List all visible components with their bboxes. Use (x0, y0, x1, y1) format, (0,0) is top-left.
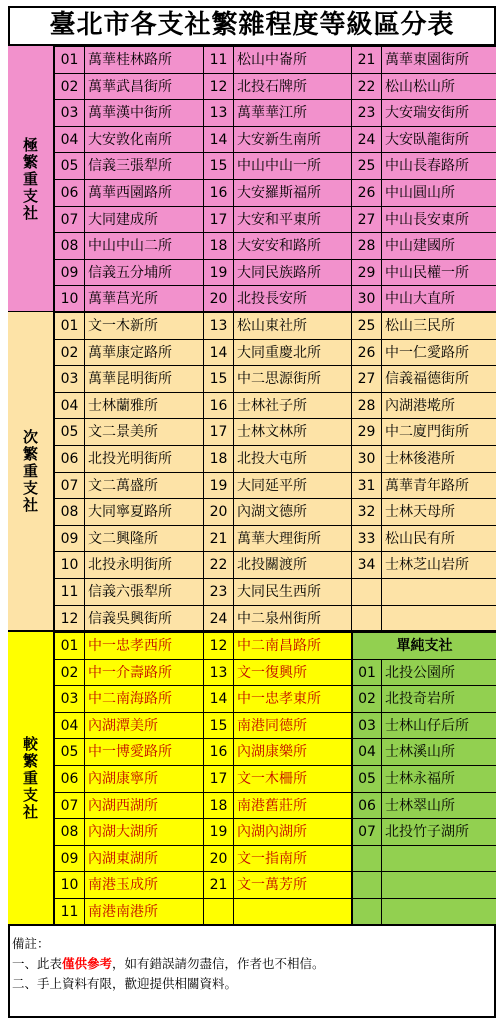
entry-number: 06 (54, 179, 84, 206)
entry-number: 17 (203, 765, 233, 792)
entry-name: 內湖康寧所 (84, 765, 203, 792)
section-divider (8, 924, 496, 926)
entry-name: 信義福德街所 (381, 365, 496, 392)
notes-heading: 備註： (12, 936, 50, 951)
entry-name: 大安敦化南所 (84, 126, 203, 153)
entry-number: 21 (203, 525, 233, 552)
entry-number: 21 (351, 46, 381, 73)
entry-name: 中山建國所 (381, 232, 496, 259)
entry-number: 20 (203, 498, 233, 525)
entry-name: 文二萬盛所 (84, 472, 203, 499)
entry-name: 士林芝山岩所 (381, 551, 496, 578)
entry-name: 松山東社所 (233, 312, 351, 339)
section-label: 次繁重支社 (8, 312, 54, 631)
entry-name: 大安和平東所 (233, 206, 351, 233)
entry-name: 萬華大理街所 (233, 525, 351, 552)
entry-name: 內湖東湖所 (84, 845, 203, 872)
entry-number: 20 (203, 285, 233, 312)
entry-name: 中山中山一所 (233, 152, 351, 179)
entry-number: 10 (54, 551, 84, 578)
entry-number (203, 898, 233, 925)
entry-name: 中山圓山所 (381, 179, 496, 206)
entry-number: 11 (54, 578, 84, 605)
entry-name: 南港同德所 (233, 712, 351, 739)
entry-number: 09 (54, 259, 84, 286)
entry-number: 06 (54, 445, 84, 472)
entry-number: 27 (351, 365, 381, 392)
single-number: 02 (351, 685, 381, 712)
entry-number: 19 (203, 472, 233, 499)
entry-number: 02 (54, 339, 84, 366)
entry-number: 15 (203, 152, 233, 179)
entry-number: 25 (351, 312, 381, 339)
entry-name: 內湖港墘所 (381, 392, 496, 419)
entry-number: 09 (54, 845, 84, 872)
entry-name: 中一博愛路所 (84, 738, 203, 765)
single-name: 北投竹子湖所 (381, 818, 496, 845)
single-number: 03 (351, 712, 381, 739)
entry-name: 文一木柵所 (233, 765, 351, 792)
entry-name: 信義六張犁所 (84, 578, 203, 605)
entry-name: 北投長安所 (233, 285, 351, 312)
entry-number: 27 (351, 206, 381, 233)
entry-name: 大同重慶北所 (233, 339, 351, 366)
entry-number (351, 578, 381, 605)
single-number: 04 (351, 738, 381, 765)
single-header: 單純支社 (351, 632, 496, 659)
single-name (381, 845, 496, 872)
entry-name: 萬華昆明街所 (84, 365, 203, 392)
entry-number: 23 (203, 578, 233, 605)
entry-name: 北投石牌所 (233, 73, 351, 100)
single-number: 06 (351, 792, 381, 819)
entry-name: 中山中山二所 (84, 232, 203, 259)
entry-name: 萬華華江所 (233, 99, 351, 126)
single-number (351, 845, 381, 872)
entry-number: 10 (54, 285, 84, 312)
entry-name: 大安羅斯福所 (233, 179, 351, 206)
entry-number: 16 (203, 392, 233, 419)
entry-name: 南港玉成所 (84, 871, 203, 898)
entry-name: 北投永明街所 (84, 551, 203, 578)
entry-name: 萬華康定路所 (84, 339, 203, 366)
entry-number: 04 (54, 392, 84, 419)
entry-name: 信義吳興街所 (84, 605, 203, 632)
entry-name (233, 898, 351, 925)
entry-name: 文一萬芳所 (233, 871, 351, 898)
entry-number: 06 (54, 765, 84, 792)
entry-number: 26 (351, 179, 381, 206)
entry-number: 05 (54, 738, 84, 765)
entry-number: 18 (203, 792, 233, 819)
entry-name: 中山民權一所 (381, 259, 496, 286)
single-name: 北投奇岩所 (381, 685, 496, 712)
section-label: 較繁重支社 (8, 632, 54, 925)
entry-number: 31 (351, 472, 381, 499)
entry-number: 24 (351, 126, 381, 153)
single-name (381, 898, 496, 925)
entry-name: 文二景美所 (84, 418, 203, 445)
single-name: 士林溪山所 (381, 738, 496, 765)
entry-number: 14 (203, 685, 233, 712)
entry-name: 內湖文德所 (233, 498, 351, 525)
entry-number: 23 (351, 99, 381, 126)
entry-number: 28 (351, 392, 381, 419)
entry-number: 03 (54, 99, 84, 126)
entry-number: 13 (203, 99, 233, 126)
note-line-2: 二、手上資料有限，歡迎提供相關資料。 (12, 976, 238, 991)
entry-name: 大安安和路所 (233, 232, 351, 259)
entry-number: 32 (351, 498, 381, 525)
entry-number: 22 (351, 73, 381, 100)
entry-number: 12 (203, 632, 233, 659)
entry-name: 大同延平所 (233, 472, 351, 499)
single-name (381, 871, 496, 898)
entry-number: 02 (54, 73, 84, 100)
entry-number: 07 (54, 472, 84, 499)
entry-number: 30 (351, 445, 381, 472)
single-name: 士林翠山所 (381, 792, 496, 819)
entry-name: 南港舊莊所 (233, 792, 351, 819)
single-name: 士林永福所 (381, 765, 496, 792)
entry-name: 大同寧夏路所 (84, 498, 203, 525)
entry-number: 20 (203, 845, 233, 872)
entry-number: 01 (54, 312, 84, 339)
entry-number: 14 (203, 339, 233, 366)
single-number (351, 871, 381, 898)
entry-number: 29 (351, 259, 381, 286)
single-number: 05 (351, 765, 381, 792)
entry-number: 34 (351, 551, 381, 578)
entry-number: 22 (203, 551, 233, 578)
entry-number: 30 (351, 285, 381, 312)
entry-name: 北投光明街所 (84, 445, 203, 472)
section-label: 極繁重支社 (8, 46, 54, 312)
entry-number: 25 (351, 152, 381, 179)
entry-number: 21 (203, 871, 233, 898)
entry-name: 大安瑞安街所 (381, 99, 496, 126)
entry-number: 16 (203, 738, 233, 765)
entry-name: 中山長安東所 (381, 206, 496, 233)
entry-number: 11 (54, 898, 84, 925)
entry-name: 中山長春路所 (381, 152, 496, 179)
entry-number: 09 (54, 525, 84, 552)
entry-name: 萬華東園街所 (381, 46, 496, 73)
entry-number: 24 (203, 605, 233, 632)
entry-number: 03 (54, 685, 84, 712)
entry-name: 萬華漢中街所 (84, 99, 203, 126)
entry-name: 文一木新所 (84, 312, 203, 339)
entry-number: 01 (54, 46, 84, 73)
entry-name: 大同民生西所 (233, 578, 351, 605)
single-name: 北投公園所 (381, 659, 496, 686)
entry-number: 18 (203, 232, 233, 259)
entry-name: 士林天母所 (381, 498, 496, 525)
entry-number: 33 (351, 525, 381, 552)
entry-number: 12 (54, 605, 84, 632)
entry-number: 10 (54, 871, 84, 898)
entry-name (381, 578, 496, 605)
entry-number: 19 (203, 259, 233, 286)
entry-name: 中山大直所 (381, 285, 496, 312)
entry-number: 02 (54, 659, 84, 686)
notes-block (12, 934, 492, 994)
entry-name: 中二泉州街所 (233, 605, 351, 632)
entry-name: 內湖西湖所 (84, 792, 203, 819)
entry-name: 松山民有所 (381, 525, 496, 552)
entry-number: 08 (54, 498, 84, 525)
note-1-prefix: 一、此表 (12, 956, 63, 971)
note-1-highlight: 僅供參考 (62, 956, 113, 971)
entry-name: 內湖康樂所 (233, 738, 351, 765)
entry-name: 士林蘭雅所 (84, 392, 203, 419)
single-number: 01 (351, 659, 381, 686)
entry-number: 04 (54, 126, 84, 153)
entry-number: 13 (203, 312, 233, 339)
entry-name: 北投大屯所 (233, 445, 351, 472)
single-number: 07 (351, 818, 381, 845)
entry-name: 南港南港所 (84, 898, 203, 925)
entry-number: 18 (203, 445, 233, 472)
single-number (351, 898, 381, 925)
entry-name: 中二南昌路所 (233, 632, 351, 659)
entry-name: 大安新生南所 (233, 126, 351, 153)
entry-name: 內湖內湖所 (233, 818, 351, 845)
entry-name: 松山松山所 (381, 73, 496, 100)
entry-number: 17 (203, 206, 233, 233)
entry-number: 03 (54, 365, 84, 392)
entry-number: 13 (203, 659, 233, 686)
note-line-1 (12, 954, 492, 974)
entry-name: 士林後港所 (381, 445, 496, 472)
entry-number (351, 605, 381, 632)
entry-name: 萬華桂林路所 (84, 46, 203, 73)
entry-number: 07 (54, 792, 84, 819)
entry-name: 大同建成所 (84, 206, 203, 233)
entry-name: 文二興隆所 (84, 525, 203, 552)
entry-number: 26 (351, 339, 381, 366)
entry-number: 14 (203, 126, 233, 153)
entry-name: 內湖大湖所 (84, 818, 203, 845)
entry-name: 中二南海路所 (84, 685, 203, 712)
entry-number: 01 (54, 632, 84, 659)
entry-name: 中一介壽路所 (84, 659, 203, 686)
entry-name: 中二廈門街所 (381, 418, 496, 445)
entry-name: 信義三張犁所 (84, 152, 203, 179)
entry-number: 19 (203, 818, 233, 845)
entry-name: 士林文林所 (233, 418, 351, 445)
entry-name: 大同民族路所 (233, 259, 351, 286)
entry-name: 北投關渡所 (233, 551, 351, 578)
entry-name: 士林社子所 (233, 392, 351, 419)
entry-name: 中一仁愛路所 (381, 339, 496, 366)
entry-name: 中一忠孝西所 (84, 632, 203, 659)
entry-name: 文一復興所 (233, 659, 351, 686)
entry-name: 文一指南所 (233, 845, 351, 872)
entry-name: 松山中崙所 (233, 46, 351, 73)
entry-number: 08 (54, 232, 84, 259)
entry-name: 萬華西園路所 (84, 179, 203, 206)
note-1-suffix: ，如有錯誤請勿盡信，作者也不相信。 (112, 956, 325, 971)
entry-number: 11 (203, 46, 233, 73)
entry-name: 大安臥龍街所 (381, 126, 496, 153)
entry-name: 信義五分埔所 (84, 259, 203, 286)
entry-number: 08 (54, 818, 84, 845)
entry-name (381, 605, 496, 632)
entry-number: 15 (203, 365, 233, 392)
page-title: 臺北市各支社繁雜程度等級區分表 (8, 6, 496, 46)
entry-name: 中一忠孝東所 (233, 685, 351, 712)
entry-number: 17 (203, 418, 233, 445)
entry-name: 萬華莒光所 (84, 285, 203, 312)
entry-number: 05 (54, 418, 84, 445)
entry-name: 萬華青年路所 (381, 472, 496, 499)
entry-number: 04 (54, 712, 84, 739)
entry-number: 05 (54, 152, 84, 179)
entry-number: 29 (351, 418, 381, 445)
entry-name: 松山三民所 (381, 312, 496, 339)
single-name: 士林山仔后所 (381, 712, 496, 739)
entry-number: 28 (351, 232, 381, 259)
entry-name: 內湖潭美所 (84, 712, 203, 739)
entry-number: 16 (203, 179, 233, 206)
entry-name: 中二思源街所 (233, 365, 351, 392)
entry-number: 07 (54, 206, 84, 233)
entry-name: 萬華武昌街所 (84, 73, 203, 100)
entry-number: 15 (203, 712, 233, 739)
entry-number: 12 (203, 73, 233, 100)
